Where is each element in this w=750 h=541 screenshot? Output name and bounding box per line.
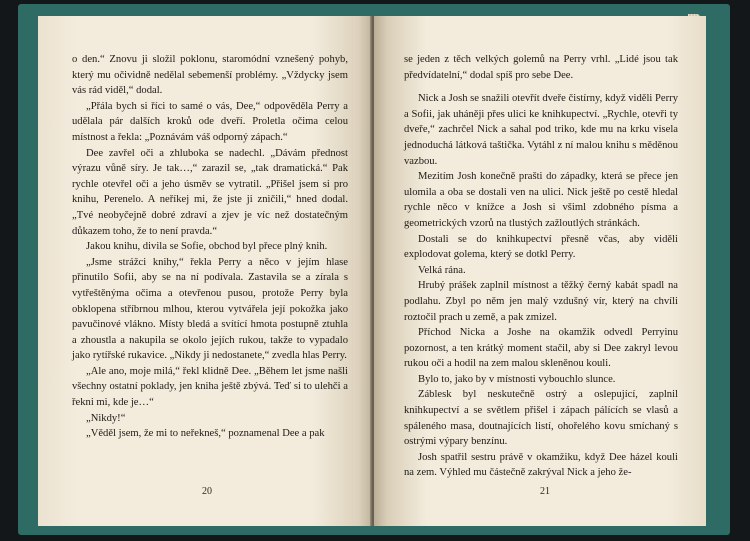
right-page-text xyxy=(404,52,678,481)
paragraph: „Nikdy!“ xyxy=(86,412,126,424)
paragraph: „Ale ano, moje milá,“ řekl klidně Dee. „Během let jsme našli všechny ostatní poklady, jen kniha ještě zbývá. Teď si to ulehči a řekni mi, kde je…“ xyxy=(72,365,348,409)
left-page xyxy=(38,16,372,526)
paragraph: o den.“ Znovu ji složil poklonu, staromódní vznešený pohyb, který mu očividně nedělal sebemenší problémy. „Vždycky jsem vás rád viděl,“ dodal. xyxy=(72,54,348,97)
paragraph: Jakou knihu, divila se Sofie, obchod byl přece plný knih. xyxy=(86,241,328,253)
paragraph: Velká rána. xyxy=(418,264,466,276)
right-page xyxy=(374,16,706,526)
paragraph: Dee zavřel oči a zhluboka se nadechl. „Dávám přednost výrazu vůně síry. Je tak…,“ zarazil se, „tak dramatická.“ Pak rychle otevřel oči a jeho úsměv se vytratil. „Přišel jsem si pro knihu, Perenelo. A neříkej mi, že jste ji zničili,“ hned dodal. „Tvé neobyčejně dobré zdraví a zjev je víc než dostatečným důkazem toho, že to není pravda.“ xyxy=(72,147,348,237)
paragraph: Bylo to, jako by v místnosti vybouchlo slunce. xyxy=(418,373,616,385)
page-number: 20 xyxy=(202,486,212,497)
left-page-text xyxy=(72,52,348,442)
paragraph: „Jsme strážci knihy,“ řekla Perry a něco v jejím hlase přinutilo Sofii, aby se na ní podívala. Zastavila se a zírala s vytřeštěnýma očima a otevřenou pusou, protože Perry byla obklopena stříbrnou mlhou, kterou vytvářela její pokožka jako pavučinové vlákno. Místy bledá a svítící hmota postupně ztuhla a zhoustla a nakupila se okolo jejích rukou, takže to vypadalo jako rytířské rukavice. „Nikdy ji nedostanete,“ zvedla hlas Perry. xyxy=(72,256,348,362)
paragraph: Mezitím Josh konečně prašti do západky, která se přece jen ulomila a oba se dostali ven na ulici. Nick ještě po cestě hledal rychle něco v knížce a Josh si všiml zdobného písma a geometrických vzorů na tlustých zažloutlých stránkách. xyxy=(404,171,678,229)
paragraph: Josh spatřil sestru právě v okamžiku, když Dee házel kouli na zem. Výhled mu částečně zakrýval Nick a jeho že- xyxy=(404,451,678,479)
paragraph: „Přála bych si říci to samé o vás, Dee,“ odpověděla Perry a udělala pár dalších kroků ode dveří. Proletla očima celou místnost a řekla: „Poznávám váš odporný zápach.“ xyxy=(72,100,348,143)
paragraph: Příchod Nicka a Joshe na okamžik odvedl Perryinu pozornost, a ten krátký moment stačil, aby si Dee zakryl levou rukou oči a hodil na zem malou skleněnou kouli. xyxy=(404,327,678,370)
page-number: 21 xyxy=(540,486,550,497)
paragraph: Nick a Josh se snažili otevřít dveře čistírny, když viděli Perry a Sofii, jak uháněji přes ulici ke knihkupectví. „Rychle, otevři ty dveře,“ zachrčel Nick a sahal pod triko, kde mu na krku visela jednoduchá látková taštička. Vytáhl z ní malou knihu s měděnou vazbou. xyxy=(404,93,678,167)
paragraph: „Věděl jsem, že mi to neřekneš,“ poznamenal Dee a pak xyxy=(86,428,325,440)
paragraph: Záblesk byl neskutečně ostrý a oslepující, zaplnil knihkupectví a se světlem přišel i zápach pálících se vlasů a spáleného masa, doutnajících listí, ohořelého kovu smíchaný s ostrými výpary benzínu. xyxy=(404,389,678,448)
paragraph: Hrubý prášek zaplnil místnost a těžký černý kabát spadl na podlahu. Zbyl po něm jen malý vzdušný vír, který na chvíli roztočil prach u země, a pak zmizel. xyxy=(404,280,678,323)
paragraph: se jeden z těch velkých golemů na Perry vrhl. „Lidé jsou tak předvídatelní,“ dodal spíš pro sebe Dee. xyxy=(404,54,678,81)
paragraph: Dostali se do knihkupectví přesně včas, aby viděli explodovat golema, který se dotkl Perry. xyxy=(404,233,678,261)
